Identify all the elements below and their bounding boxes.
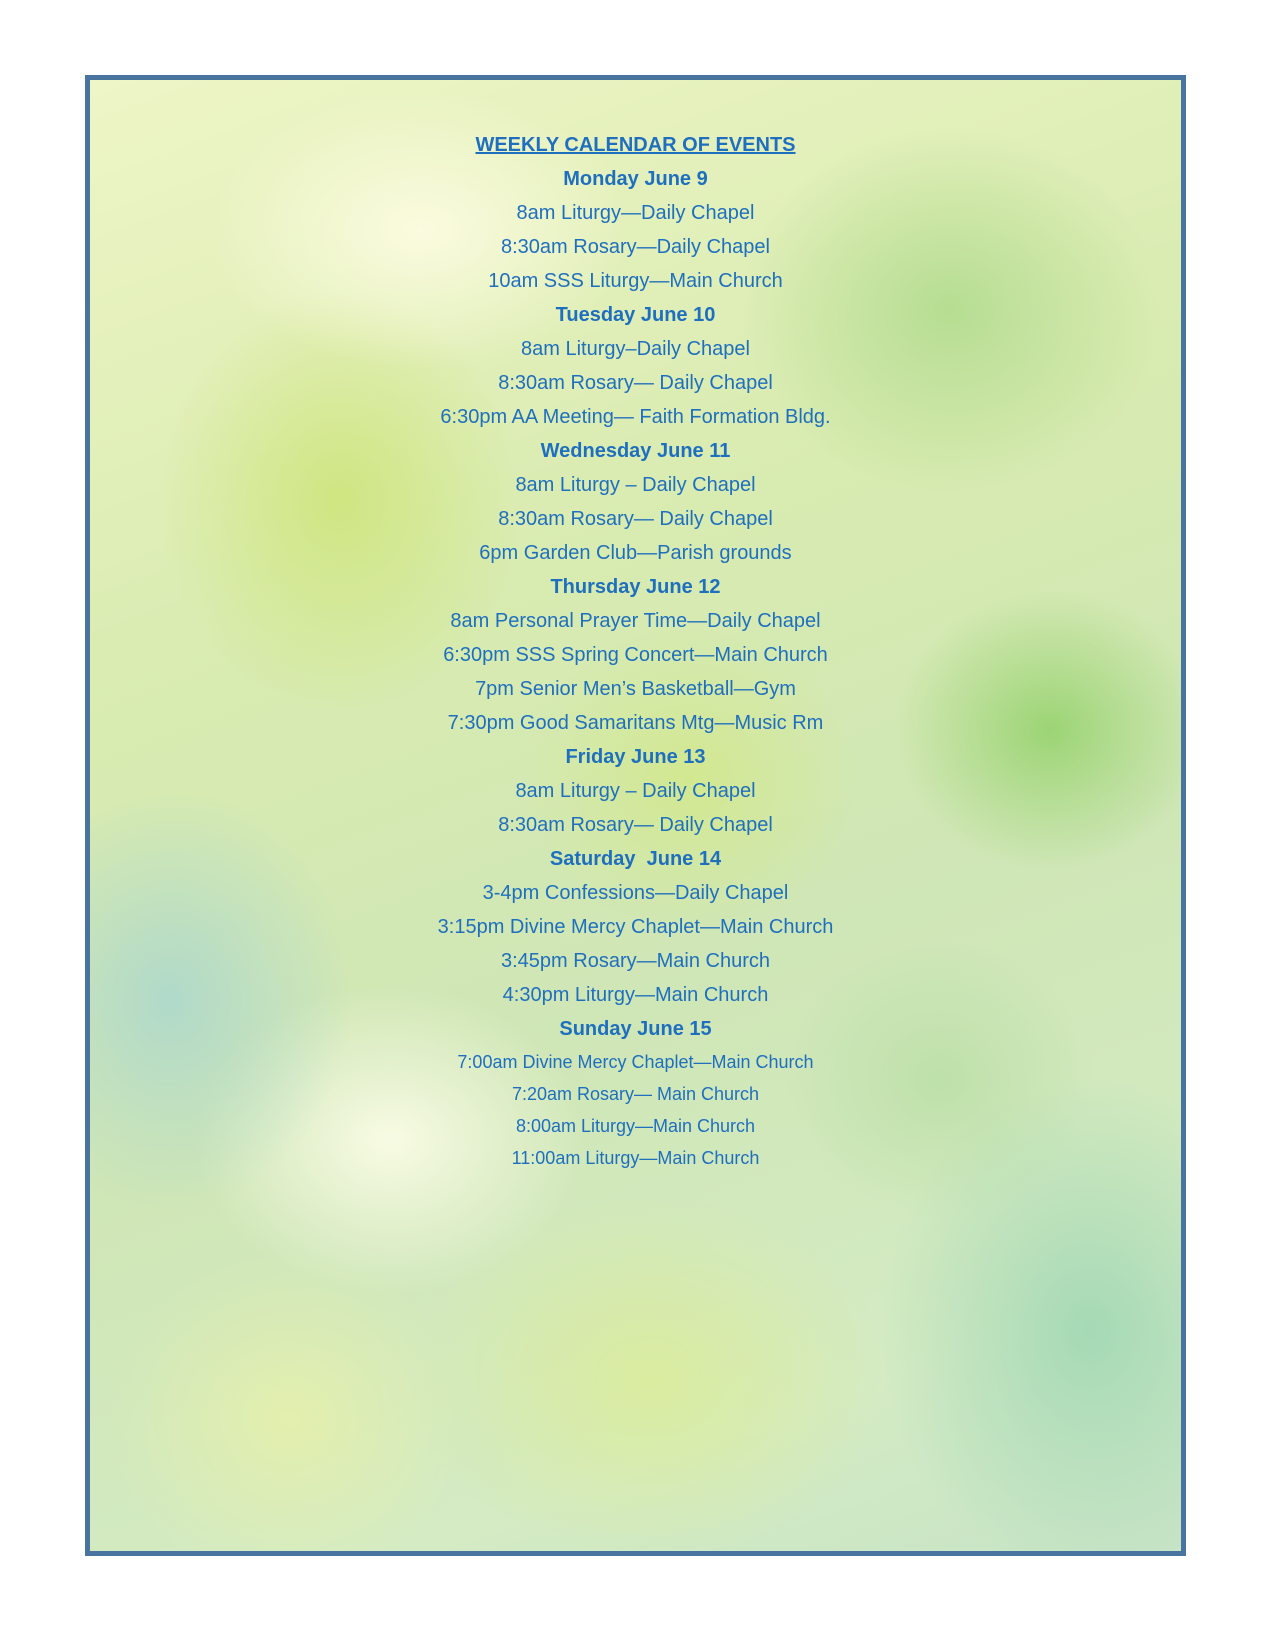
event-item: 3-4pm Confessions—Daily Chapel: [482, 882, 789, 904]
event-item: 8am Liturgy – Daily Chapel: [515, 474, 756, 496]
day-heading-wednesday: Wednesday June 11: [540, 440, 731, 462]
day-heading-tuesday: Tuesday June 10: [555, 304, 716, 326]
event-item: 11:00am Liturgy—Main Church: [511, 1148, 760, 1168]
calendar-title: WEEKLY CALENDAR OF EVENTS: [475, 134, 796, 156]
event-item: 3:45pm Rosary—Main Church: [501, 950, 770, 972]
day-heading-monday: Monday June 9: [563, 168, 708, 190]
event-item: 6:30pm SSS Spring Concert—Main Church: [443, 644, 828, 666]
day-heading-thursday: Thursday June 12: [550, 576, 721, 598]
event-item: 7:00am Divine Mercy Chaplet—Main Church: [457, 1052, 814, 1072]
event-item: 4:30pm Liturgy—Main Church: [502, 984, 769, 1006]
event-item: 8:30am Rosary— Daily Chapel: [498, 508, 773, 530]
event-item: 6:30pm AA Meeting— Faith Formation Bldg.: [440, 406, 831, 428]
calendar-content: [90, 128, 1181, 1174]
event-item: 8am Liturgy—Daily Chapel: [516, 202, 755, 224]
event-item: 7pm Senior Men’s Basketball—Gym: [475, 678, 796, 700]
day-heading-friday: Friday June 13: [565, 746, 706, 768]
calendar-frame: [85, 75, 1186, 1556]
event-item: 8:30am Rosary—Daily Chapel: [500, 236, 770, 258]
event-item: 8am Liturgy–Daily Chapel: [520, 338, 750, 360]
day-heading-sunday: Sunday June 15: [559, 1018, 712, 1040]
event-item: 10am SSS Liturgy—Main Church: [488, 270, 783, 292]
day-heading-saturday: Saturday June 14: [549, 848, 722, 870]
event-item: 6pm Garden Club—Parish grounds: [479, 542, 792, 564]
event-item: 8am Liturgy – Daily Chapel: [515, 780, 756, 802]
event-item: 8:30am Rosary— Daily Chapel: [498, 814, 773, 836]
event-item: 3:15pm Divine Mercy Chaplet—Main Church: [437, 916, 834, 938]
event-item: 7:30pm Good Samaritans Mtg—Music Rm: [447, 712, 824, 734]
event-item: 7:20am Rosary— Main Church: [511, 1084, 760, 1104]
event-item: 8:30am Rosary— Daily Chapel: [498, 372, 773, 394]
event-item: 8am Personal Prayer Time—Daily Chapel: [450, 610, 821, 632]
event-item: 8:00am Liturgy—Main Church: [515, 1116, 756, 1136]
